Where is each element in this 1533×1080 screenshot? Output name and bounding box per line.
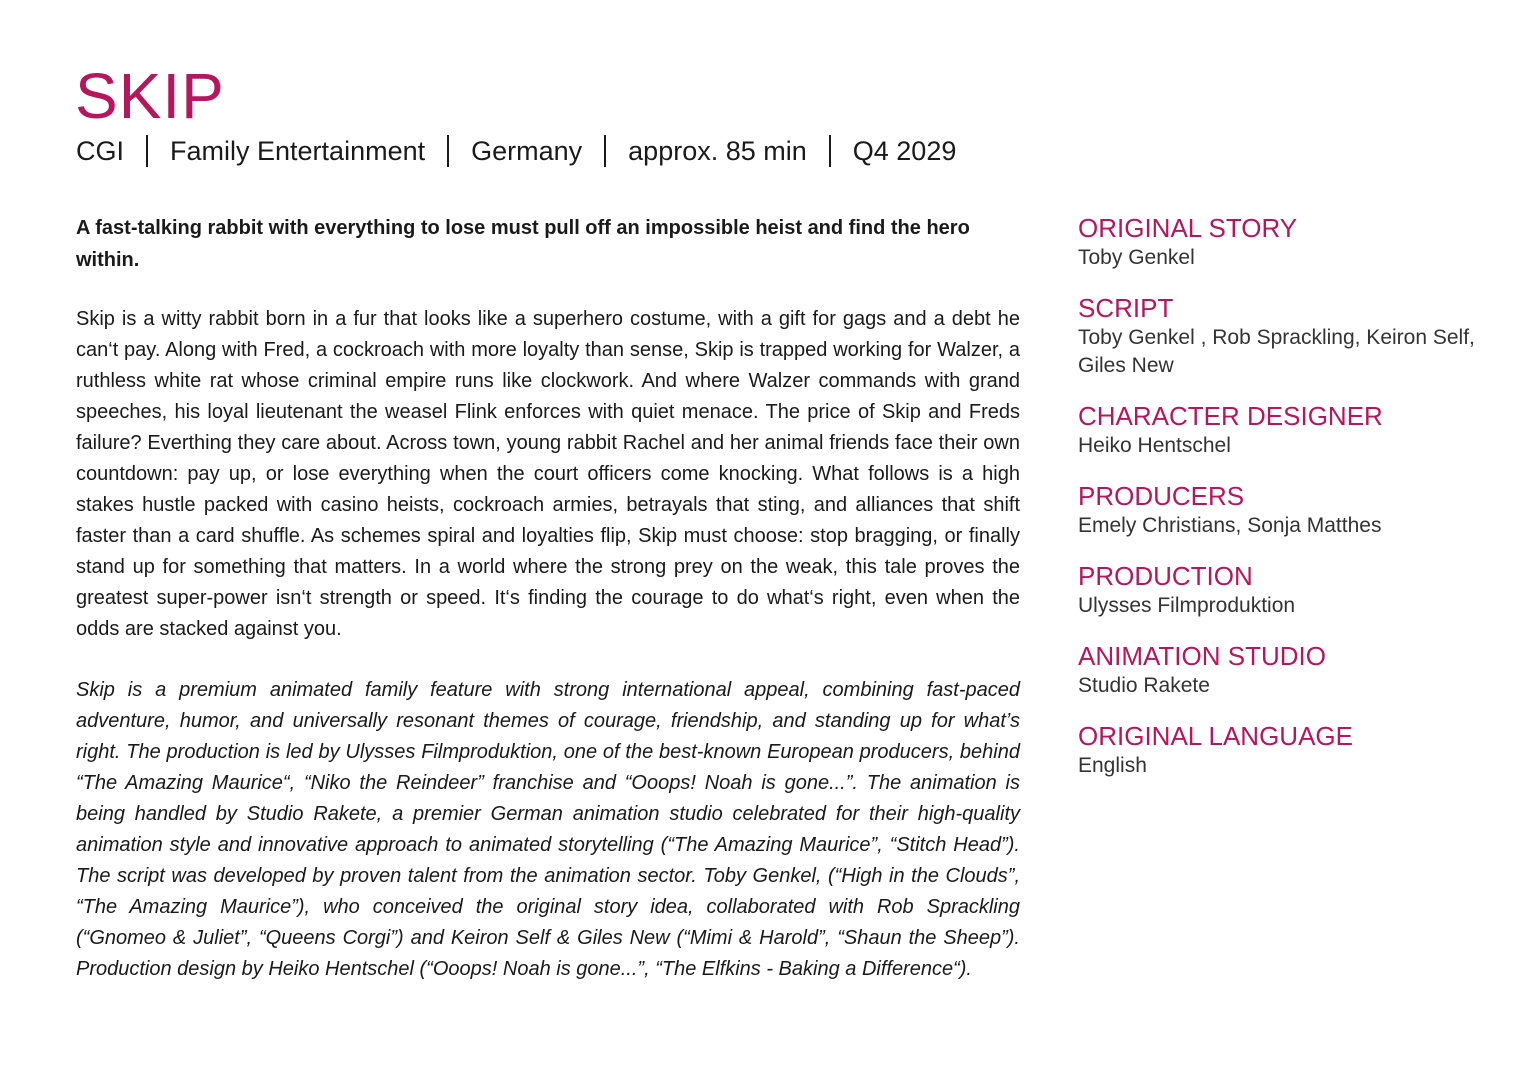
credit-original-language <box>1078 720 1498 780</box>
meta-separator <box>146 135 148 167</box>
credit-label: ORIGINAL LANGUAGE <box>1078 721 1353 751</box>
credit-value: Toby Genkel , Rob Sprackling, Keiron Self, Giles New <box>1078 326 1475 377</box>
credit-script <box>1078 292 1498 380</box>
meta-format: CGI <box>76 135 125 166</box>
credit-value: English <box>1078 754 1147 777</box>
page-title: SKIP <box>75 60 225 132</box>
credit-production <box>1078 560 1498 620</box>
synopsis: Skip is a witty rabbit born in a fur that looks like a superhero costume, with a gift for gags and a debt he can‘t pay. Along with Fred, a cockroach with more loyalty than sense, Skip is trapped working for Walzer, a ruthless white rat whose criminal empire runs like clockwork. And where Walzer commands with grand speeches, his loyal lieutenant the weasel Flink enforces with quiet menace. The price of Skip and Freds failure? Everthing they care about. Across town, young rabbit Rachel and her animal friends face their own countdown: pay up, or lose everything when the court officers come knocking. What follows is a high stakes hustle packed with casino heists, cockroach armies, betrayals that sting, and alliances that shift faster than a card shuffle. As schemes spiral and loyalties flip, Skip must choose: stop bragging, or finally stand up for something that matters. In a world where the strong prey on the weak, this tale proves the greatest super-power isn‘t strength or speed. It‘s finding the courage to do what‘s right, even when the odds are stacked against you. <box>76 308 1020 640</box>
meta-separator <box>447 135 449 167</box>
meta-release: Q4 2029 <box>852 135 957 166</box>
credit-label: PRODUCTION <box>1078 561 1253 591</box>
credit-value: Toby Genkel <box>1078 246 1195 269</box>
credit-label: ORIGINAL STORY <box>1078 213 1298 243</box>
credit-value: Studio Rakete <box>1078 674 1210 697</box>
meta-country: Germany <box>471 135 583 166</box>
credit-value: Heiko Hentschel <box>1078 434 1231 457</box>
main-text-column <box>76 212 1020 985</box>
credit-character-designer <box>1078 400 1498 460</box>
meta-separator <box>604 135 606 167</box>
credit-value: Ulysses Filmproduktion <box>1078 594 1296 617</box>
production-pitch: Skip is a premium animated family feature with strong international appeal, combining fast-paced adventure, humor, and universally resonant themes of courage, friendship, and standing up for what’s right. The production is led by Ulysses Filmproduktion, one of the best-known European producers, behind “The Amazing Maurice“, “Niko the Reindeer” franchise and “Ooops! Noah is gone...”. The animation is being handled by Studio Rakete, a premier German animation studio celebrated for their high-quality animation style and innovative approach to animated storytelling (“The Amazing Maurice”, “Stitch Head”). The script was developed by proven talent from the animation sector. Toby Genkel, (“High in the Clouds”, “The Amazing Maurice”), who conceived the original story idea, collaborated with Rob Sprackling (“Gnomeo & Juliet”, “Queens Corgi”) and Keiron Self & Giles New (“Mimi & Harold”, “Shaun the Sheep”). Production design by Heiko Hentschel (“Ooops! Noah is gone...”, “The Elfkins - Baking a Difference“). <box>76 679 1020 980</box>
credit-label: ANIMATION STUDIO <box>1078 641 1326 671</box>
credit-animation-studio <box>1078 640 1498 700</box>
logline: A fast-talking rabbit with everything to lose must pull off an impossible heist and find the hero within. <box>76 217 970 271</box>
meta-runtime: approx. 85 min <box>628 135 807 166</box>
credit-value: Emely Christians, Sonja Matthes <box>1078 514 1382 537</box>
credits-sidebar <box>1078 212 1498 800</box>
credit-label: CHARACTER DESIGNER <box>1078 401 1383 431</box>
credit-producers <box>1078 480 1498 540</box>
meta-genre: Family Entertainment <box>170 135 426 166</box>
credit-label: PRODUCERS <box>1078 481 1245 511</box>
meta-separator <box>829 135 831 167</box>
credit-label: SCRIPT <box>1078 293 1174 323</box>
meta-line <box>76 132 956 170</box>
credit-original-story <box>1078 212 1498 272</box>
